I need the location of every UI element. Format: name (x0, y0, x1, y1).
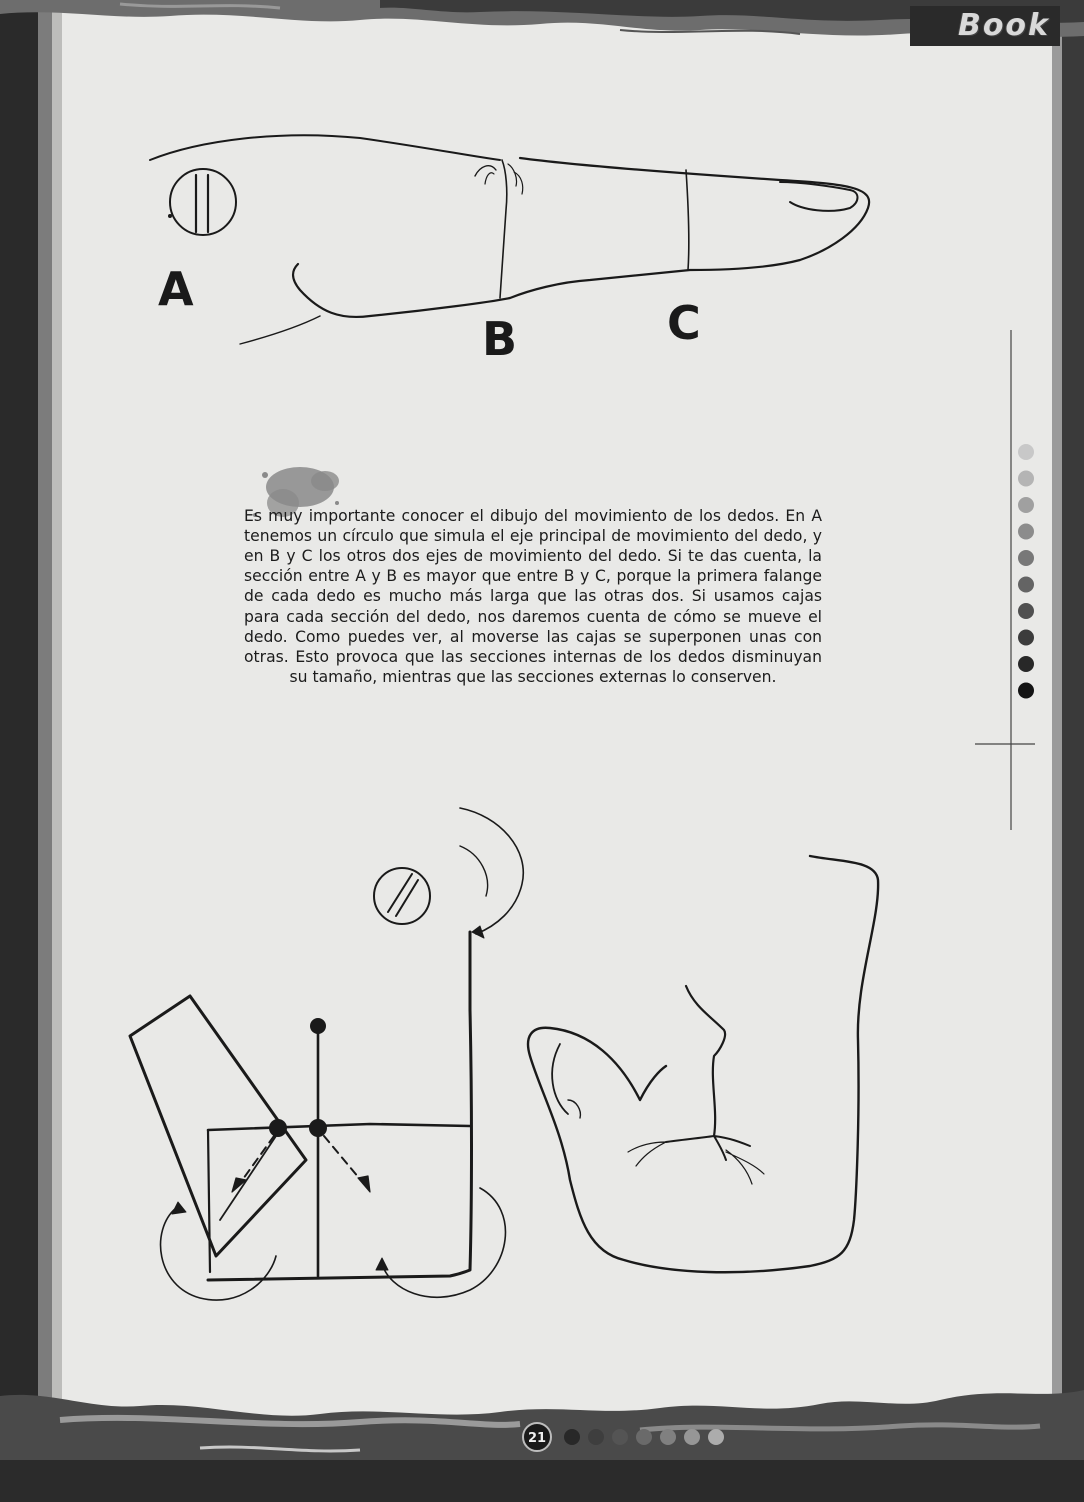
footer-dot (684, 1429, 700, 1445)
footer-dot (612, 1429, 628, 1445)
footer-dot (588, 1429, 604, 1445)
side-dot (1018, 630, 1034, 646)
side-dot (1018, 577, 1034, 593)
footer-dot (660, 1429, 676, 1445)
page-number: 21 (522, 1422, 552, 1452)
footer-dot (564, 1429, 580, 1445)
side-dot (1018, 550, 1034, 566)
body-paragraph: Es muy importante conocer el dibujo del movimiento de los dedos. En A tenemos un círculo que simula el eje principal de movimiento del dedo, y en B y C los otros dos ejes de movimiento del dedo. Si te das cuenta, la sección entre A y B es mayor que entre B y C, porque la primera falange de cada dedo es mucho más larga que las otras dos. Si usamos cajas para cada sección del dedo, nos daremos cuenta de cómo se mueve el dedo. Como puedes ver, al moverse las cajas se superponen unas con otras. Esto provoca que las secciones internas de los dedos disminuyan su tamaño, mientras que las secciones externas lo conserven. (244, 506, 822, 687)
side-dot (1018, 524, 1034, 540)
header-brush-stroke (0, 0, 1084, 60)
side-dot (1018, 603, 1034, 619)
label-c: C (667, 296, 701, 350)
page-number-badge (522, 1422, 552, 1452)
footer-dot (708, 1429, 724, 1445)
side-dot (1018, 497, 1034, 513)
label-b: B (482, 312, 518, 366)
side-dot (1018, 683, 1034, 699)
side-dot (1018, 656, 1034, 672)
hand-box-diagram (120, 800, 900, 1320)
side-dot (1018, 471, 1034, 487)
side-dot (1018, 444, 1034, 460)
header-title: Book (957, 8, 1050, 43)
footer-dot (636, 1429, 652, 1445)
side-dot-rule (975, 330, 1035, 830)
label-a: A (158, 262, 194, 316)
